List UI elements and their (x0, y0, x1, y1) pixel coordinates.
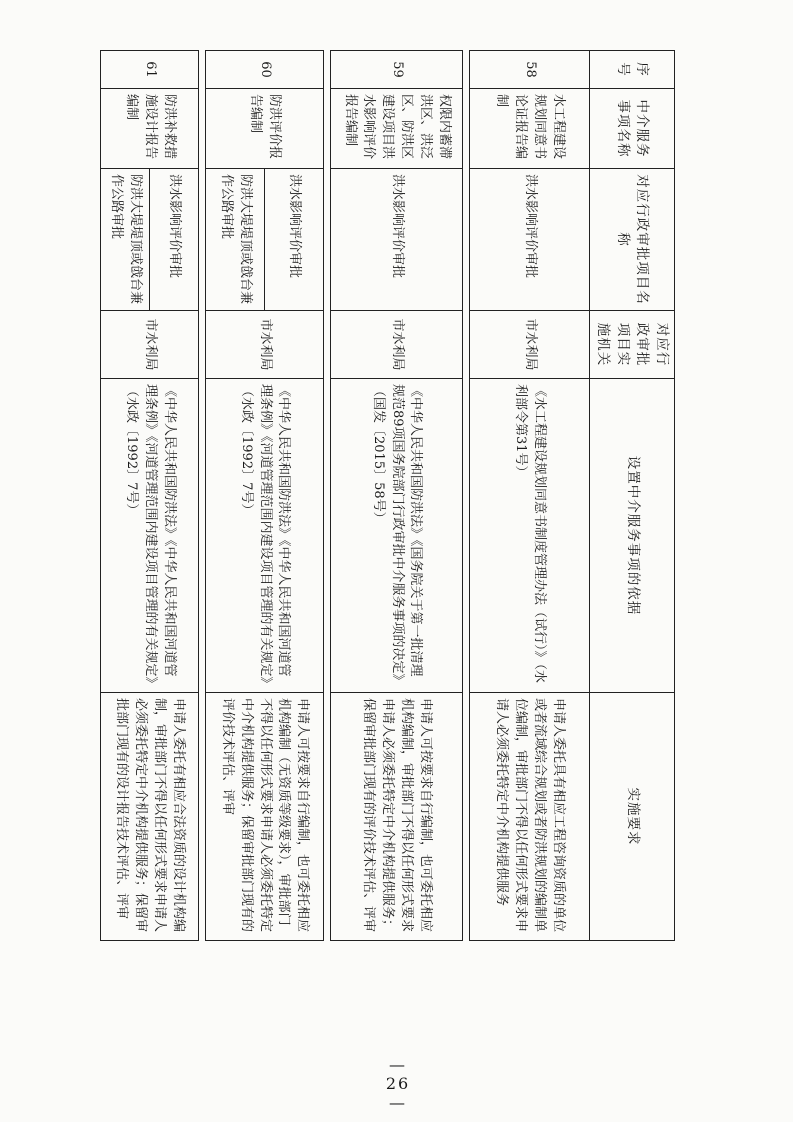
table-row (149, 51, 198, 941)
row-basis: 《中华人民共和国防洪法》《中华人民共和国河道管理条例》《河道管理范围内建设项目管理的有关规定》（水政〔1992〕7号） (101, 379, 199, 693)
row-approval-2: 防洪大堤堤顶或戗台兼作公路审批 (101, 169, 150, 311)
row-requirement: 申请人委托具有相应工程咨询资质的单位或者流域综合规划或者防洪规划的编制单位编制，审批部门不得以任何形式要求申请人必须委托特定中介机构提供服务 (469, 693, 589, 941)
row-approval-1: 洪水影响评价审批 (264, 169, 323, 311)
header-approval: 对应行政审批项目名称 (589, 169, 674, 311)
row-service: 权限内蓄滞洪区、洪泛区、防洪区建设项目洪水影响评价报告编制 (330, 89, 462, 169)
row-basis: 《中华人民共和国防洪法》《国务院关于第一批清理规范89项国务院部门行政审批中介服务事项的决定》（国发〔2015〕58号） (330, 379, 462, 693)
row-approval: 洪水影响评价审批 (469, 169, 589, 311)
row-seq: 58 (469, 51, 589, 89)
row-requirement: 申请人可按要求自行编制，也可委托相应机构编制（无资质等级要求），审批部门不得以任何形式要求申请人必须委托特定中介机构提供服务；保留审批部门现有的评价技术评估、评审 (205, 693, 323, 941)
table-header-row (589, 51, 674, 941)
row-separator (462, 51, 469, 941)
row-requirement: 申请人可按要求自行编制，也可委托相应机构编制，审批部门不得以任何形式要求申请人必须委托特定中介机构提供服务；保留审批部门现有的评价技术评估、评审 (330, 693, 462, 941)
row-agency: 市水利局 (330, 311, 462, 379)
row-service: 防洪补救措施设计报告编制 (101, 89, 199, 169)
row-basis: 《中华人民共和国防洪法》《中华人民共和国河道管理条例》《河道管理范围内建设项目管理的有关规定》（水政〔1992〕7号） (205, 379, 323, 693)
row-separator (198, 51, 205, 941)
row-approval-1: 洪水影响评价审批 (149, 169, 198, 311)
table-row (469, 51, 589, 941)
header-basis: 设置中介服务事项的依据 (589, 379, 674, 693)
row-service: 水工程建设规划同意书论证报告编制 (469, 89, 589, 169)
page-number: — 26 — (385, 1055, 411, 1112)
row-service: 防洪评价报告编制 (205, 89, 323, 169)
row-seq: 60 (205, 51, 323, 89)
header-agency: 对应行政审批项目实施机关 (589, 311, 674, 379)
row-agency: 市水利局 (205, 311, 323, 379)
intermediary-service-table (100, 50, 675, 941)
row-approval-2: 防洪大堤堤顶或戗台兼作公路审批 (205, 169, 264, 311)
table-row (264, 51, 323, 941)
row-approval: 洪水影响评价审批 (330, 169, 462, 311)
header-requirement: 实施要求 (589, 693, 674, 941)
header-service: 中介服务事项名称 (589, 89, 674, 169)
row-agency: 市水利局 (469, 311, 589, 379)
header-seq: 序号 (589, 51, 674, 89)
row-seq: 61 (101, 51, 199, 89)
row-separator (323, 51, 330, 941)
row-basis: 《水工程建设规划同意书制度管理办法（试行）》（水利部令第31号） (469, 379, 589, 693)
table-row (330, 51, 462, 941)
rotated-table-page (100, 50, 675, 940)
row-requirement: 申请人委托有相应合法资质的设计机构编制，审批部门不得以任何形式要求申请人必须委托特定中介机构提供服务；保留审批部门现有的设计报告技术评估、评审 (101, 693, 199, 941)
row-agency: 市水利局 (101, 311, 199, 379)
row-seq: 59 (330, 51, 462, 89)
